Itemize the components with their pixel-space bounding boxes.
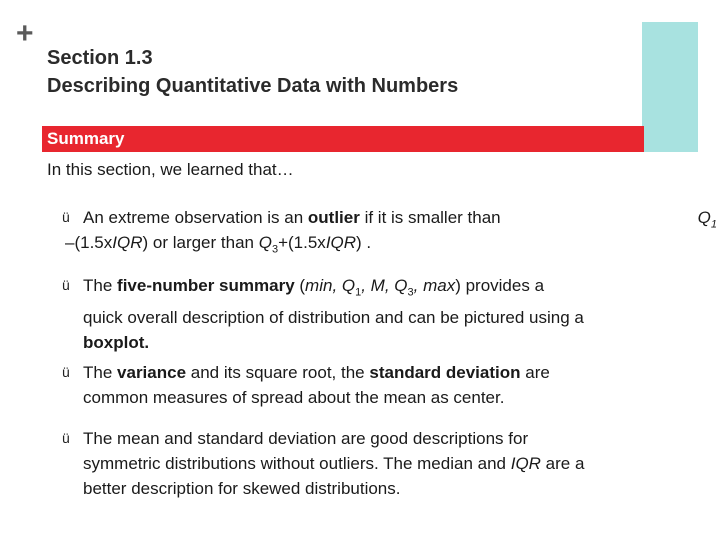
subscript: 1 xyxy=(710,218,717,231)
accent-block xyxy=(642,22,698,152)
text-run: An extreme observation is an xyxy=(83,208,308,227)
bullet-text xyxy=(65,205,717,262)
summary-bar xyxy=(42,126,644,152)
bullet-text xyxy=(83,360,673,410)
text-run: IQR xyxy=(112,233,143,252)
text-run: min, Q xyxy=(305,276,356,295)
text-run: symmetric distributions without outliers. The median and xyxy=(83,454,511,473)
text-run: are xyxy=(520,363,550,382)
text-run: –(1.5x xyxy=(65,233,113,252)
text-run: Q xyxy=(258,233,272,252)
subscript: 1 xyxy=(355,286,362,299)
slide-title xyxy=(47,44,458,100)
title-line-2: Describing Quantitative Data with Numbers xyxy=(47,75,459,97)
text-run: ) . xyxy=(356,233,372,252)
subscript: 3 xyxy=(271,243,279,256)
text-run: , max xyxy=(413,276,456,295)
text-run: outlier xyxy=(307,208,360,227)
text-line: better description for skewed distributions. xyxy=(83,479,401,498)
plus-icon: + xyxy=(16,17,34,50)
text-run: +(1.5x xyxy=(278,233,326,252)
text-run: ( xyxy=(294,276,306,295)
checkmark-icon: ü xyxy=(62,209,70,225)
text-run: standard deviation xyxy=(369,363,521,382)
text-run: and its square root, the xyxy=(186,363,370,382)
text-run: if it is smaller than xyxy=(359,208,501,227)
text-line: common measures of spread about the mean as center. xyxy=(83,388,505,407)
checkmark-icon: ü xyxy=(62,364,70,380)
text-run: Q xyxy=(697,208,711,227)
text-run: The xyxy=(83,363,118,382)
text-run: are a xyxy=(540,454,585,473)
title-line-1: Section 1.3 xyxy=(47,47,153,69)
text-line: quick overall description of distribution and can be pictured using a xyxy=(83,308,584,328)
text-run: variance xyxy=(117,363,187,382)
text-run: IQR xyxy=(325,233,357,252)
text-run: five-number summary xyxy=(117,276,295,295)
checkmark-icon: ü xyxy=(62,277,70,293)
text-run: The xyxy=(83,276,118,295)
text-line: The mean and standard deviation are good descriptions for xyxy=(83,429,529,448)
text-run: boxplot. xyxy=(83,333,150,353)
text-run: , M, Q xyxy=(361,276,408,295)
subscript: 3 xyxy=(407,286,414,299)
summary-heading: Summary xyxy=(47,129,125,148)
text-run: IQR xyxy=(510,454,541,473)
text-run: ) or larger than xyxy=(142,233,259,252)
q1-term xyxy=(698,205,717,237)
intro-text: In this section, we learned that… xyxy=(47,160,294,179)
bullet-text xyxy=(83,273,673,355)
text-run: ) provides a xyxy=(455,276,545,295)
checkmark-icon: ü xyxy=(62,430,70,446)
bullet-text xyxy=(83,426,673,501)
